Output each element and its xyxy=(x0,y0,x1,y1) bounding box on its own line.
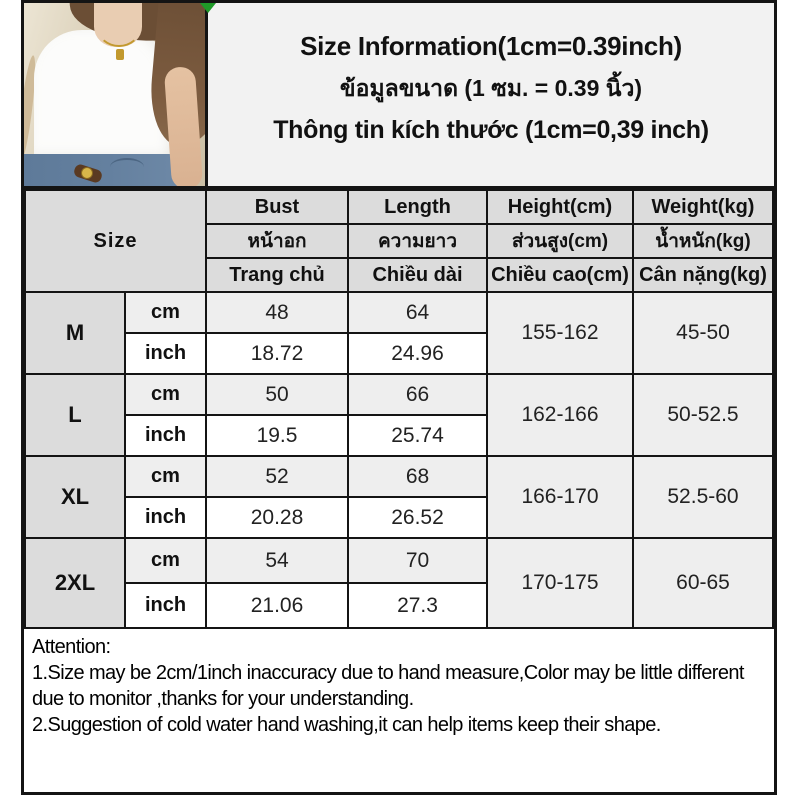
length-cm-value-l: 66 xyxy=(348,374,487,415)
height-range-m: 155-162 xyxy=(487,292,633,374)
bust-cm-value-2xl: 54 xyxy=(206,538,348,583)
top-section xyxy=(24,3,774,189)
unit-cell-cm: cm xyxy=(125,292,206,333)
col-header-bust-en: Bust xyxy=(206,190,348,224)
unit-cell-inch: inch xyxy=(125,333,206,374)
attention-line-2: 2.Suggestion of cold water hand washing,it can help items keep their shape. xyxy=(32,714,661,736)
unit-cell-inch: inch xyxy=(125,415,206,456)
length-inch-value-xl: 26.52 xyxy=(348,497,487,538)
title-vietnamese: Thông tin kích thước (1cm=0,39 inch) xyxy=(273,115,709,144)
size-info-title-block xyxy=(208,3,774,186)
length-inch-value-l: 25.74 xyxy=(348,415,487,456)
unit-cell-cm: cm xyxy=(125,456,206,497)
bust-inch-value-xl: 20.28 xyxy=(206,497,348,538)
col-header-bust-vi: Trang chủ xyxy=(206,258,348,292)
table-row-l-cm xyxy=(25,374,773,415)
length-cm-value-2xl: 70 xyxy=(348,538,487,583)
length-inch-value-2xl: 27.3 xyxy=(348,583,487,628)
header-row-english xyxy=(25,190,773,224)
unit-cell-cm: cm xyxy=(125,538,206,583)
photo-pendant-shape xyxy=(116,49,124,60)
bust-inch-value-l: 19.5 xyxy=(206,415,348,456)
length-inch-value-m: 24.96 xyxy=(348,333,487,374)
title-english: Size Information(1cm=0.39inch) xyxy=(300,30,682,61)
photo-jeans-shape xyxy=(24,154,178,186)
col-header-weight-en: Weight(kg) xyxy=(633,190,773,224)
table-row-2xl-cm xyxy=(25,538,773,583)
length-cm-value-xl: 68 xyxy=(348,456,487,497)
attention-title: Attention: xyxy=(32,636,111,658)
product-photo xyxy=(24,3,208,186)
title-thai: ข้อมูลขนาด (1 ซม. = 0.39 นิ้ว) xyxy=(339,74,643,101)
attention-line-1: 1.Size may be 2cm/1inch inaccuracy due to hand measure,Color may be little different due to monitor ,thanks for your understanding. xyxy=(32,662,744,710)
col-header-length-vi: Chiều dài xyxy=(348,258,487,292)
photo-jeans-pocket-shape xyxy=(110,158,144,176)
weight-range-2xl: 60-65 xyxy=(633,538,773,628)
table-row-xl-cm xyxy=(25,456,773,497)
length-cm-value-m: 64 xyxy=(348,292,487,333)
col-header-height-en: Height(cm) xyxy=(487,190,633,224)
size-label-2xl: 2XL xyxy=(25,538,125,628)
col-header-length-th: ความยาว xyxy=(348,224,487,258)
col-header-weight-th: น้ำหนัก(kg) xyxy=(633,224,773,258)
col-header-bust-th: หน้าอก xyxy=(206,224,348,258)
col-header-height-vi: Chiều cao(cm) xyxy=(487,258,633,292)
size-label-xl: XL xyxy=(25,456,125,538)
green-corner-triangle xyxy=(200,3,216,13)
photo-watch-face-shape xyxy=(81,167,93,179)
size-column-header: Size xyxy=(25,190,206,292)
col-header-length-en: Length xyxy=(348,190,487,224)
photo-necklace-shape xyxy=(97,9,141,47)
weight-range-m: 45-50 xyxy=(633,292,773,374)
bust-cm-value-m: 48 xyxy=(206,292,348,333)
unit-cell-cm: cm xyxy=(125,374,206,415)
col-header-height-th: ส่วนสูง(cm) xyxy=(487,224,633,258)
height-range-2xl: 170-175 xyxy=(487,538,633,628)
table-row-m-cm xyxy=(25,292,773,333)
size-chart-card xyxy=(21,0,777,795)
size-label-l: L xyxy=(25,374,125,456)
bust-inch-value-2xl: 21.06 xyxy=(206,583,348,628)
bust-cm-value-l: 50 xyxy=(206,374,348,415)
col-header-weight-vi: Cân nặng(kg) xyxy=(633,258,773,292)
unit-cell-inch: inch xyxy=(125,497,206,538)
height-range-xl: 166-170 xyxy=(487,456,633,538)
size-table xyxy=(24,189,774,629)
weight-range-xl: 52.5-60 xyxy=(633,456,773,538)
bust-inch-value-m: 18.72 xyxy=(206,333,348,374)
size-label-m: M xyxy=(25,292,125,374)
unit-cell-inch: inch xyxy=(125,583,206,628)
bust-cm-value-xl: 52 xyxy=(206,456,348,497)
height-range-l: 162-166 xyxy=(487,374,633,456)
weight-range-l: 50-52.5 xyxy=(633,374,773,456)
attention-note xyxy=(24,629,774,738)
